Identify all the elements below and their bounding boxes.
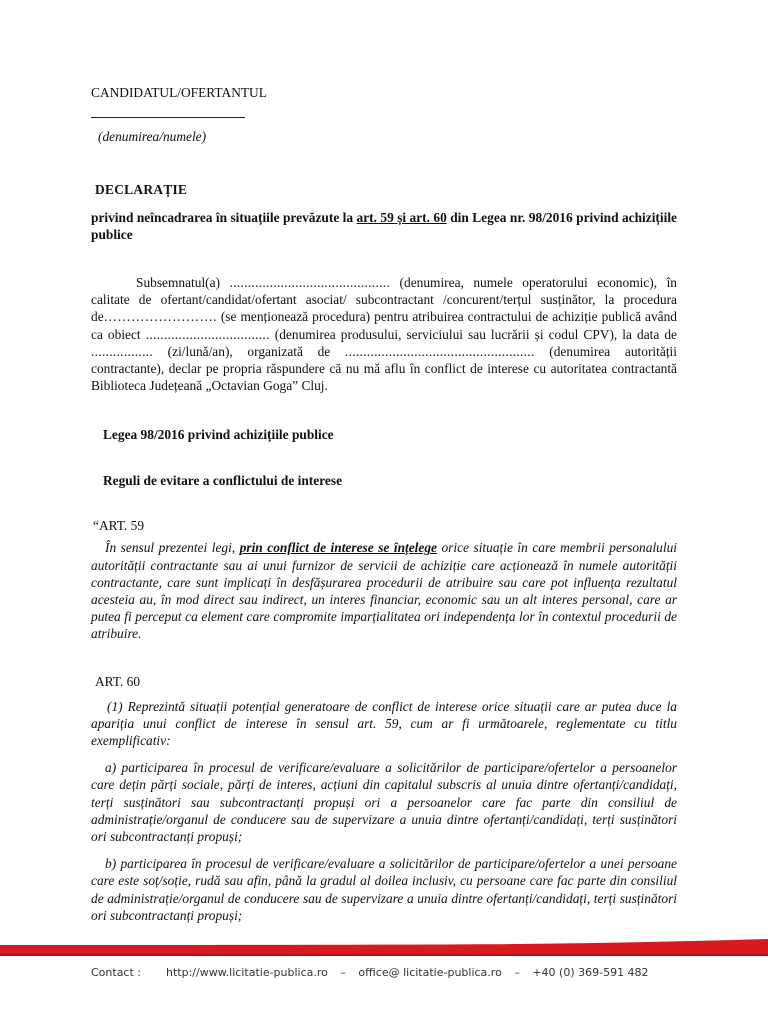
art60-label: ART. 60 — [95, 673, 141, 689]
rules-heading: Reguli de evitare a conflictului de interese — [103, 473, 343, 489]
footer-red-swoosh — [0, 936, 768, 956]
art60-item-b: b) participarea în procesul de verificare/evaluare a solicitărilor de participare/ofertelor a unei persoane care este soț/soție, rudă sau afin, până la gradul al doilea inclusiv, cu persoane care fac parte din consiliul de administrație/organul de conducere sau de supervizare a unuia dintre ofertanți/candidați, terți susținători ori subcontractanți propuși; — [91, 856, 677, 923]
art59-paragraph — [91, 539, 677, 642]
footer-contact — [91, 966, 691, 979]
article-reference-link[interactable]: art. 59 și art. 60 — [356, 210, 447, 225]
intro-text-1: Subsemnatul(a) — [136, 275, 230, 290]
art60-item-a: a) participarea în procesul de verificare/evaluare a solicitărilor de participare/ofertelor a persoanelor care dețin părți sociale, părți de interes, acțiuni din capitalul subscris al unuia dintre ofertanți/candidați, terți susținători sau subcontractanți propuși ori a persoanelor care fac parte din consiliul de administrație/organul de conducere sau de supervizare a unuia dintre ofertanți/candidați, terți susținători ori subcontractanți propuși; — [91, 760, 677, 845]
blank-procedure: ……………………. — [103, 309, 217, 325]
email-link[interactable]: office@ licitatie-publica.ro — [358, 966, 502, 979]
intro-text-4: (denumirea produsului, serviciului sau lucrării și codul CPV), la data de — [269, 326, 677, 342]
intro-text-3: (se menționează procedura) pentru atribuirea contractului de achiziție publică având ca obiect — [91, 309, 677, 342]
name-placeholder: (denumirea/numele) — [98, 129, 207, 144]
subtitle-after: din Legea nr. 98/2016 privind achizițiile publice — [91, 210, 677, 242]
art59-text-before: În sensul prezentei legi, — [105, 540, 240, 556]
subtitle-before: privind neîncadrarea în situațiile prevăzute la — [91, 210, 357, 225]
art60-paragraph-1: (1) Reprezintă situații potențial generatoare de conflict de interese orice situații care ar putea duce la apariția unui conflict de interese în sensul art. 59, cum ar fi următoarele, reglementate cu titlu exemplificativ: — [91, 698, 677, 749]
intro-paragraph — [91, 274, 677, 394]
blank-authority: .................................................... — [344, 343, 535, 359]
contact-label: Contact : — [91, 966, 141, 979]
blank-operator-name: ............................................ — [229, 275, 391, 290]
candidate-label: CANDIDATUL/OFERTANTUL — [91, 85, 267, 100]
blank-date: ................. — [91, 343, 154, 359]
separator-2: – — [514, 966, 520, 979]
phone-number: +40 (0) 369-591 482 — [532, 966, 649, 979]
separator-1: – — [340, 966, 346, 979]
intro-text-6: (denumirea autorității contractante), declar pe propria răspundere că nu mă aflu în conflict de interese cu autoritatea contractantă Biblioteca Județeană „Octavian Goga” Cluj. — [91, 343, 677, 394]
law-heading: Legea 98/2016 privind achizițiile publice — [103, 427, 334, 443]
declaration-title: DECLARAȚIE — [95, 182, 188, 197]
art59-definition: prin conflict de interese se înțelege — [239, 540, 437, 556]
document-page — [91, 84, 677, 924]
name-blank-line — [91, 101, 245, 118]
art59-label: “ART. 59 — [93, 518, 145, 534]
website-link[interactable]: http://www.licitatie-publica.ro — [166, 966, 328, 979]
declaration-subtitle — [91, 209, 677, 243]
art59-text-after: orice situație în care membrii personalului autorității contractante sau ai unui furnizor de servicii de achiziție care acționează în numele autorității contractante, care sunt implicați în desfășurarea procedurii de atribuire sau care pot influența rezultatul acesteia au, în mod direct sau indirect, un interes financiar, economic sau un alt interes personal, care ar putea fi perceput ca element care compromite imparțialitatea ori independența lor în contextul procedurii de atribuire. — [91, 540, 677, 642]
intro-text-5: (zi/lună/an), organizată de — [153, 343, 345, 359]
intro-text-2: (denumirea, numele operatorului economic), în calitate de ofertant/candidat/ofertant asociat/ subcontractant /concurent/terțul susținător, la procedura de — [91, 275, 677, 325]
blank-object: .................................. — [145, 326, 270, 342]
